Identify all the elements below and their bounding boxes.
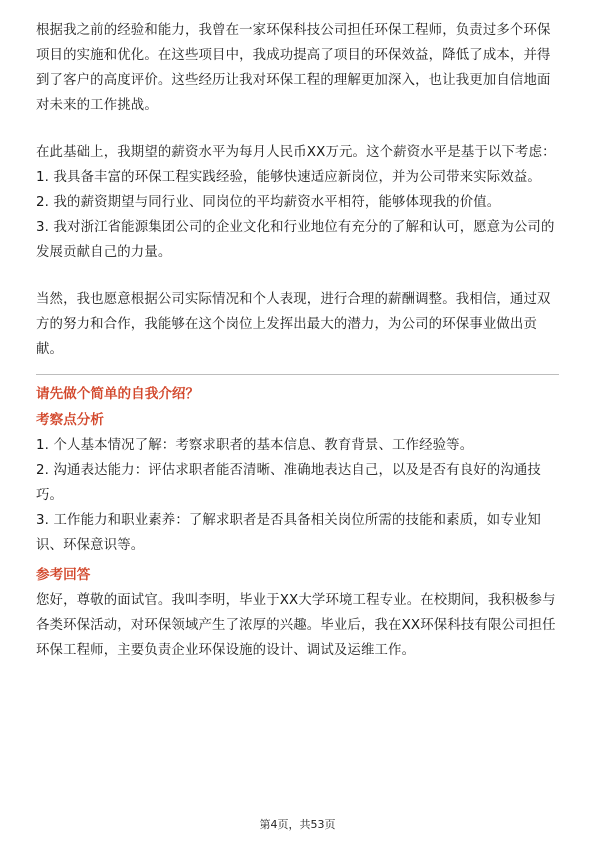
document-page — [36, 18, 559, 663]
list-item: 3. 我对浙江省能源集团公司的企业文化和行业地位有充分的了解和认可，愿意为公司的发展贡献自己的力量。 — [36, 220, 555, 260]
list-item: 3. 工作能力和职业素养：了解求职者是否具备相关岗位所需的技能和素质，如专业知识、环保意识等。 — [36, 513, 541, 553]
analysis-heading: 考察点分析 — [36, 412, 104, 428]
salary-expectation-paragraph: 在此基础上，我期望的薪资水平为每月人民币XX万元。这个薪资水平是基于以下考虑： — [36, 145, 556, 160]
question-heading: 请先做个简单的自我介绍？ — [36, 386, 200, 402]
answer-heading: 参考回答 — [36, 567, 91, 583]
spacer — [36, 118, 559, 140]
page-number: 第4页，共53页 — [259, 818, 336, 831]
spacer — [36, 265, 559, 287]
adjustment-paragraph: 当然，我也愿意根据公司实际情况和个人表现，进行合理的薪酬调整。我相信，通过双方的努力和合作，我能够在这个岗位上发挥出最大的潜力，为公司的环保事业做出贡献。 — [36, 292, 551, 357]
list-item: 1. 我具备丰富的环保工程实践经验，能够快速适应新岗位，并为公司带来实际效益。 — [36, 170, 541, 185]
answer-paragraph: 您好，尊敬的面试官。我叫李明，毕业于XX大学环境工程专业。在校期间，我积极参与各类环保活动，对环保领域产生了浓厚的兴趣。毕业后，我在XX环保科技有限公司担任环保工程师，主要负责企业环保设施的设计、调试及运维工作。 — [36, 593, 556, 658]
list-item: 1. 个人基本情况了解：考察求职者的基本信息、教育背景、工作经验等。 — [36, 438, 474, 453]
list-item: 2. 沟通表达能力：评估求职者能否清晰、准确地表达自己，以及是否有良好的沟通技巧。 — [36, 463, 541, 503]
list-item: 2. 我的薪资期望与同行业、同岗位的平均薪资水平相符，能够体现我的价值。 — [36, 195, 501, 210]
experience-paragraph: 根据我之前的经验和能力，我曾在一家环保科技公司担任环保工程师，负责过多个环保项目的实施和优化。在这些项目中，我成功提高了项目的环保效益，降低了成本，并得到了客户的高度评价。这些经历让我对环保工程的理解更加深入，也让我更加自信地面对未来的工作挑战。 — [36, 23, 551, 113]
section-divider — [36, 374, 559, 375]
